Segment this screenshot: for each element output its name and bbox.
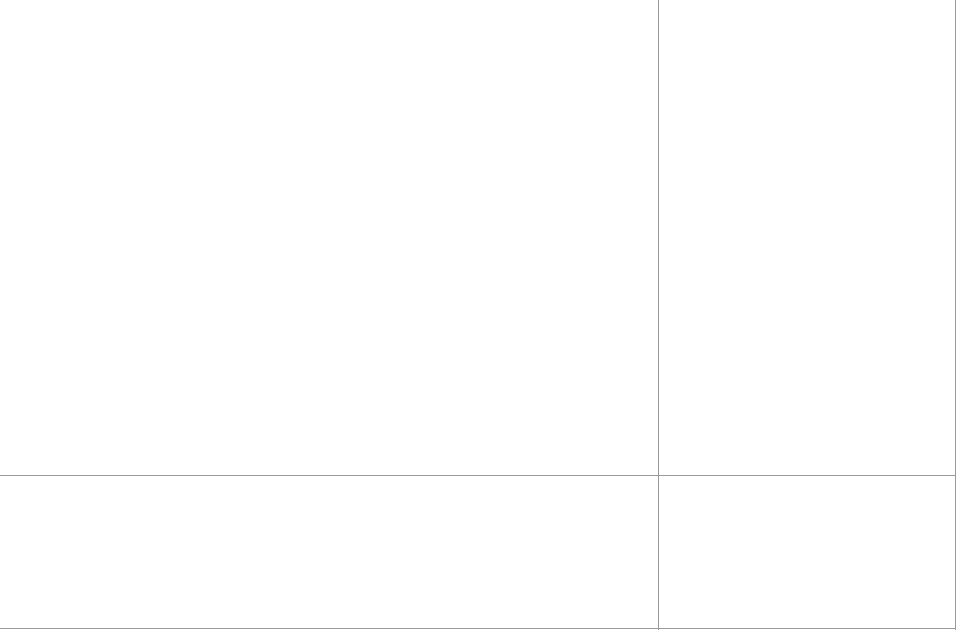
table-border-left-duties bbox=[658, 0, 659, 630]
table-border-bottom bbox=[0, 628, 956, 629]
table-border-right bbox=[955, 0, 956, 630]
row-divider bbox=[0, 475, 956, 476]
